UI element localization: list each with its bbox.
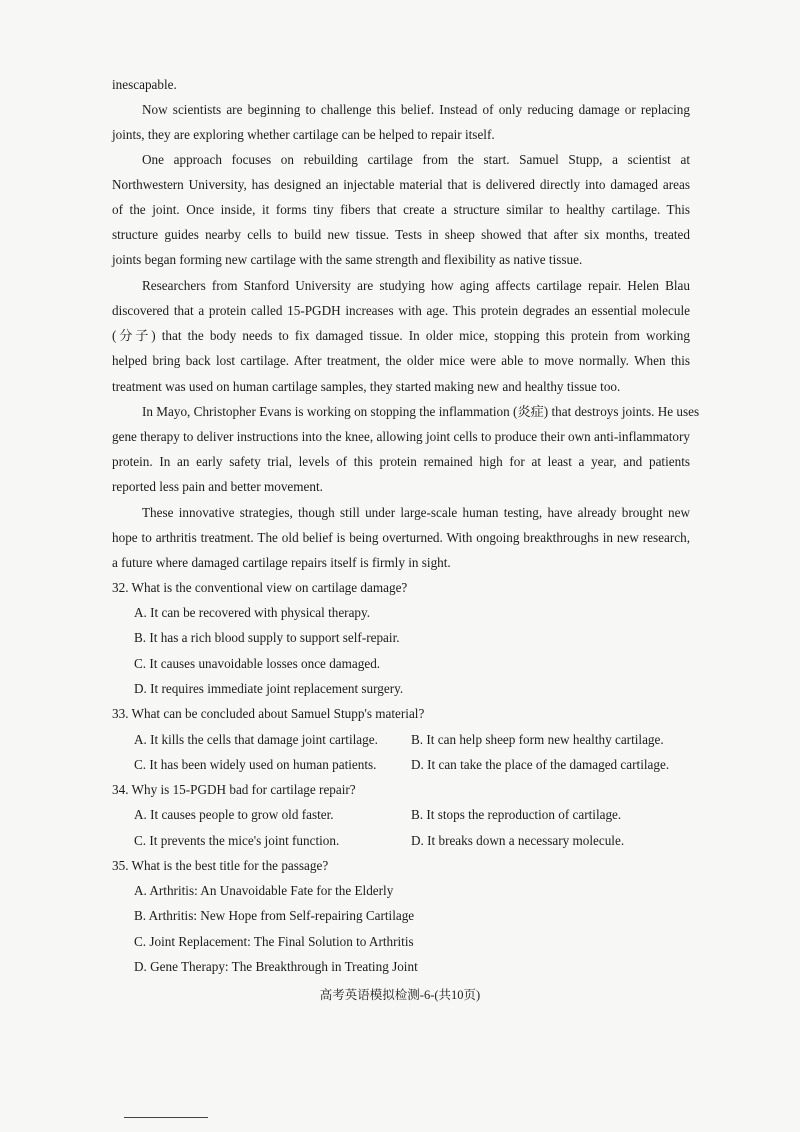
passage-line: discovered that a protein called 15-PGDH increases with age. This protein degrades an essential molecule — [112, 303, 690, 318]
scan-mark-divider — [124, 1117, 208, 1118]
q35-option-b: B. Arthritis: New Hope from Self-repairing Cartilage — [134, 908, 415, 923]
q32-option-a: A. It can be recovered with physical therapy. — [134, 605, 371, 620]
question-33-stem: 33. What can be concluded about Samuel Stupp's material? — [112, 706, 425, 721]
passage-line: protein. In an early safety trial, levels of this protein remained high for at least a year, and patients — [112, 454, 690, 469]
passage-line: treatment was used on human cartilage samples, they started making new and healthy tissue too. — [112, 379, 621, 394]
passage-line: Northwestern University, has designed an injectable material that is delivered directly into damaged areas — [112, 177, 690, 192]
passage-line: (分子) that the body needs to fix damaged tissue. In older mice, stopping this protein from working — [112, 328, 690, 343]
question-35-stem: 35. What is the best title for the passage? — [112, 858, 329, 873]
q35-option-c: C. Joint Replacement: The Final Solution to Arthritis — [134, 934, 414, 949]
passage-line: structure guides nearby cells to build new tissue. Tests in sheep showed that after six months, treated — [112, 227, 690, 242]
passage-line: joints, they are exploring whether cartilage can be helped to repair itself. — [112, 127, 495, 142]
passage-line: a future where damaged cartilage repairs itself is firmly in sight. — [112, 555, 451, 570]
page-footer: 高考英语模拟检测-6-(共10页) — [319, 988, 481, 1002]
passage-line: inescapable. — [112, 77, 177, 92]
q32-option-d: D. It requires immediate joint replacement surgery. — [134, 681, 404, 696]
passage-line: Now scientists are beginning to challenge this belief. Instead of only reducing damage or replacing — [142, 102, 690, 117]
q33-option-b: B. It can help sheep form new healthy cartilage. — [411, 732, 664, 747]
q34-option-a: A. It causes people to grow old faster. — [134, 807, 334, 822]
passage-line: joints began forming new cartilage with the same strength and flexibility as native tissue. — [112, 252, 583, 267]
passage-line: In Mayo, Christopher Evans is working on stopping the inflammation (炎症) that destroys joints. He uses — [142, 404, 700, 419]
q32-option-b: B. It has a rich blood supply to support self-repair. — [134, 630, 400, 645]
question-34-stem: 34. Why is 15-PGDH bad for cartilage repair? — [112, 782, 356, 797]
passage-line: gene therapy to deliver instructions into the knee, allowing joint cells to produce their own anti-inflammatory — [112, 429, 690, 444]
question-32-stem: 32. What is the conventional view on cartilage damage? — [112, 580, 408, 595]
q33-option-c: C. It has been widely used on human patients. — [134, 757, 377, 772]
q35-option-d: D. Gene Therapy: The Breakthrough in Treating Joint — [134, 959, 418, 974]
q33-option-d: D. It can take the place of the damaged cartilage. — [411, 757, 670, 772]
passage-line: helped bring back lost cartilage. After treatment, the older mice were able to move normally. When this — [112, 353, 690, 368]
q34-option-d: D. It breaks down a necessary molecule. — [411, 833, 625, 848]
passage-line: Researchers from Stanford University are studying how aging affects cartilage repair. Helen Blau — [142, 278, 690, 293]
passage-line: reported less pain and better movement. — [112, 479, 323, 494]
q34-option-c: C. It prevents the mice's joint function. — [134, 833, 340, 848]
passage-line: hope to arthritis treatment. The old belief is being overturned. With ongoing breakthroughs in new research, — [112, 530, 690, 545]
passage-line: These innovative strategies, though still under large-scale human testing, have already brought new — [142, 505, 690, 520]
q33-option-a: A. It kills the cells that damage joint cartilage. — [134, 732, 378, 747]
q32-option-c: C. It causes unavoidable losses once damaged. — [134, 656, 381, 671]
passage-line: of the joint. Once inside, it forms tiny fibers that create a structure similar to healthy cartilage. This — [112, 202, 690, 217]
q35-option-a: A. Arthritis: An Unavoidable Fate for the Elderly — [134, 883, 394, 898]
passage-line: One approach focuses on rebuilding cartilage from the start. Samuel Stupp, a scientist at — [142, 152, 690, 167]
q34-option-b: B. It stops the reproduction of cartilage. — [411, 807, 622, 822]
